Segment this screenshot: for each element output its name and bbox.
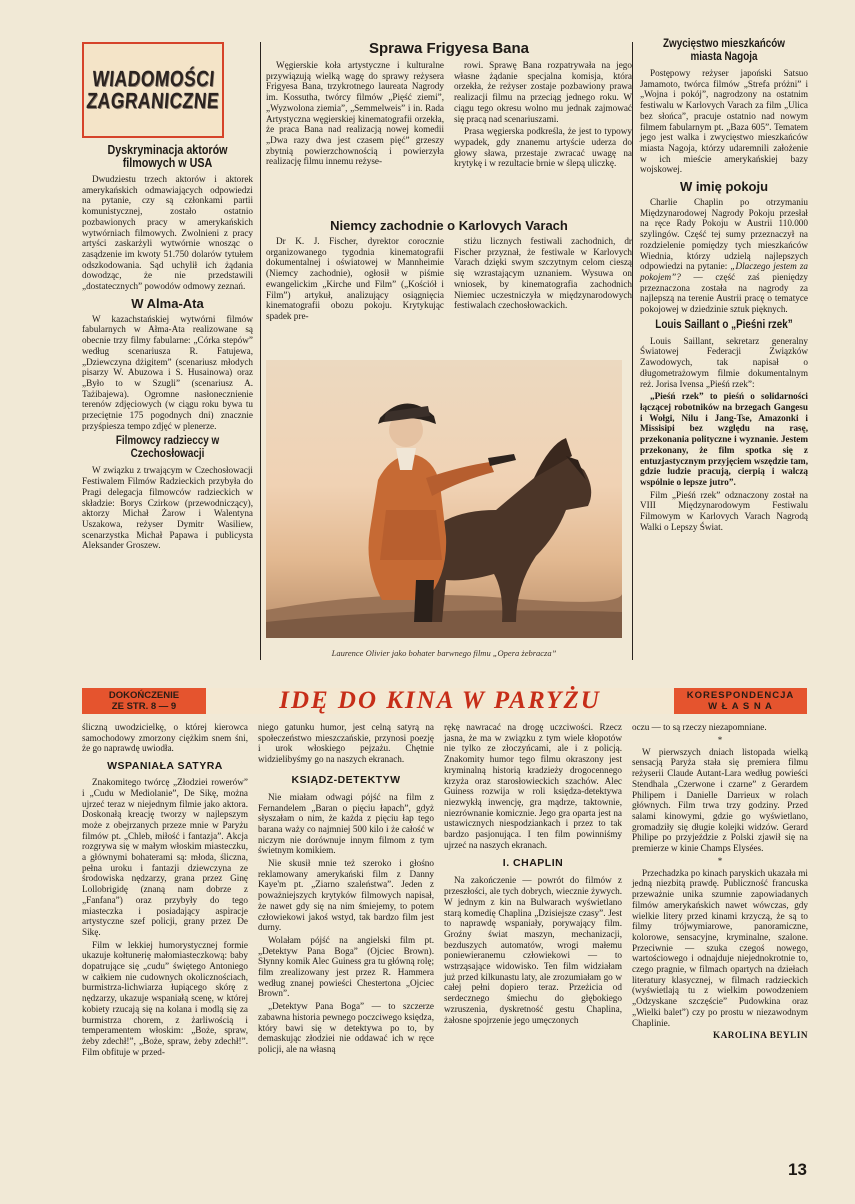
paris-text-4a: oczu — to są rzeczy niezapomniane.: [632, 722, 767, 732]
headline-dyskryminacja: Dyskryminacja aktorów filmowych w USA: [107, 143, 228, 170]
headline-filmowcy-radzieccy: Filmowcy radzieccy w Czechosłowacji: [115, 435, 220, 461]
photo-illustration: [266, 360, 622, 638]
article-bana: [266, 40, 632, 171]
page-number: 13: [788, 1160, 807, 1179]
article-saillant-quote: „Pieśń rzek” to pieśń o solidarności łączącej robotników na brzegach Gangesu i Wołgi, Nilu i Jang-Tse, Amazonki i Missisipi bez względu na rasę, przekonania polityczne i wyznanie. Jestem przekonany, że film spotka się z entuzjastycznym przyjęciem wszędzie tam, gdzie ludzie pracują, cierpią i walczą wspólnie o lepsze jutro”.: [640, 391, 808, 487]
article-nagoja: Postępowy reżyser japoński Satsuo Jamamoto, twórca filmów „Strefa próżni” i „Wojna i pokój”, nagrodzony na ostatnim festiwalu w Karlovych Varach za film „Ulica bez słońca”, pracuje ostatnio nad nowym filmem fabularnym pt. „Baza 605”. Tematem jego jest walka i zwycięstwo mieszkańców miasta Nagoja, którzy udaremnili założenie w ich mieście amerykańskiej bazy wojskowej.: [640, 68, 808, 175]
bana-text-a: Węgierskie koła artystyczne i kulturalne przywiązują wielką wagę do sprawy reżysera Frigyesa Bana, trzykrotnego laureata Nagrody im. Kossutha, twórcy filmów „Pięść ziemi”, „Wyzwolona ziemia”, „Semmelweis” i in. Rada Artystyczna węgierskiej kinematografii orzekła, że praca Bana nad realizacją nowej komedii „Dwa razy dwa jest czasem pięć” grzeszy zbytnią powierzchownością i powierzyła realizację filmu innemu reżyse-: [266, 60, 444, 167]
subhead-chaplin: I. CHAPLIN: [502, 857, 564, 870]
article-dyskryminacja: Dwudziestu trzech aktorów i aktorek amerykańskich odmawiających odpowiedzi na pytanie, czy są członkami partii komunistycznej, zostało ostatnio pozbawionych pracy w amerykańskich wytwórniach filmowych. Zwolnieni z pracy artyści zaskarżyli wytwórnie wnosząc o zasądzenie im kwoty 51.750 dolarów tytułem odszkodowania. Sąd uchylił ich żądania dowodząc, że nie przedstawili „dostatecznych” powodów odmowy zeznań.: [82, 174, 253, 292]
column-divider: [260, 42, 261, 660]
headline-w-imie-pokoju: W imię pokoju: [679, 179, 769, 195]
paris-column-3: [444, 722, 622, 1027]
paris-column-4: [632, 722, 808, 1041]
column-4: [640, 38, 808, 534]
article-w-imie-pokoju: Charlie Chaplin po otrzymaniu Międzynarodowej Nagrody Pokoju przesłał na ręce Rady Pokoju w Austrii 110.000 szylingów. Część tej sumy przeznaczył na rozdzielenie pomiędzy tych mieszkańców Wiednia, którzy udzielą najlepszych odpowiedzi na pytanie: „Dlaczego jestem za pokojem”? — część zaś pieniędzy przeznaczona została na nagrody za najlepszą na terenie Austrii pracę o tematyce pokojowej w dziedzinie sztuk pięknych.: [640, 197, 808, 315]
article-filmowcy-radzieccy: W związku z trwającym w Czechosłowacji Festiwalem Filmów Radzieckich przybyła do Pragi delegacja filmowców radzieckich w składzie: Borys Czirkow (przewodniczący), aktorzy Michał Żarow i Walentyna Uszakowa, reżyser Dymitr Wasiliew, scenarzystka Michał Papawa i publicysta Aleksander Groszew.: [82, 465, 253, 551]
photo-olivier: [266, 360, 622, 638]
paris-text-1b: Znakomitego twórcę „Złodziei rowerów” i „Cudu w Mediolanie”, De Sikę, można ujrzeć teraz w niejednym filmie jako aktora. Doskonałą kreację tworzy w najlepszym może z obejrzanych przeze mnie w Paryżu filmów pt. „Chleb, miłość i fantazja”. Akcja rozgrywa się w małym włoskim miasteczku, a głównymi bohaterami są: młoda, śliczna, pełna uroku i fantazji dziewczyna ze środowiska nędzarzy, grana przez Ginę Lollobrigidę (znaną nam dobrze z „Fanfana”) oraz przybyły do tego miasteczka i posiadający aspiracje artystyczne szef policji, grany przez De Sikę.: [82, 777, 248, 937]
section-logo: [82, 42, 224, 138]
photo-caption: Laurence Olivier jako bohater barwnego filmu „Opera żebracza”: [331, 648, 557, 658]
niemcy-text-a: Dr K. J. Fischer, dyrektor corocznie organizowanego tygodnia kinematografii dokumentalnej i oświatowej w Mannheimie (Niemcy zachodnie), ogłosił w piśmie ewangelickim „Kirche und Film” („Kościół i Film”) artykuł, analizujący osiągnięcia kinematografii obozu pokoju. Krytykując spadek pre-: [266, 236, 444, 321]
author-signature: KAROLINA BEYLIN: [712, 1030, 808, 1041]
logo-line2: ZAGRANICZNE: [85, 88, 221, 113]
banner-continuation: DOKOŃCZENIE ZE STR. 8 — 9: [108, 690, 180, 712]
paris-text-4c: Przechadzka po kinach paryskich ukazała mi jedną niezbitą prawdę. Publiczność francuska przeważnie unika szumnie zapowiadanych filmów amerykańskich nawet wówczas, gdy wielkie litery przed kinami krzyczą, że są to filmy trójwymiarowe, panoramiczne, kolorowe, sensacyjne, kryminalne, szalone. Przeciwnie — szuka czegoś nowego, wartościowego i odnajduje niejednokrotnie to, czego pragnie, w filmach opartych na dziełach literatury klasycznej, w filmach radzieckich (wyświetlają tu z wielkim powodzeniem „Odzyskane szczęście” Pudowkina oraz „Wielki balet”) czy po prostu w niezawodnym Chaplinie.: [632, 867, 808, 1028]
paris-text-2e: „Detektyw Pana Boga” — to szczerze zabawna historia pewnego poczciwego księdza, który bawi się w detektywa po to, by demaskując złodziei nie oddawać ich w ręce policji, ale na własną: [258, 1001, 434, 1054]
paris-banner: [82, 688, 807, 714]
headline-alma-ata: W Alma-Ata: [131, 295, 204, 311]
article-niemcy: [266, 218, 632, 324]
headline-nagoja: Zwycięstwo mieszkańców miasta Nagoja: [662, 38, 786, 63]
separator-star: *: [717, 734, 723, 745]
logo-line1: WIADOMOŚCI: [90, 66, 216, 91]
niemcy-text-b: stiżu licznych festiwali zachodnich, dr Fischer przyznał, że festiwale w Karlovych Varach dzięki swym szczytnym celom cieszą się wzrastającym uznaniem. Wysuwa on wniosek, by kinematografia zachodnich Niemiec uczestniczyła w międzynarodowych festiwalach czechosłowackich.: [454, 236, 632, 311]
paris-column-2: [258, 722, 434, 1057]
paris-text-2a: niego gatunku humor, jest celną satyrą na społeczeństwo mieszczańskie, przynosi poezję i urok włoskiego pejzażu. Chętnie widzielibyśmy go na naszych ekranach.: [258, 722, 434, 765]
paris-text-4b: W pierwszych dniach listopada wielką sensacją Paryża stała się premiera filmu reżyserii Claude Autant-Lara według powieści Stendhala „Czerwone i czarne” z Gerardem Philipem i Danielle Darrieux w rolach głównych. Film trwa trzy godziny. Przed salami kinowymi, gdzie go wyświetlano, gromadziły się długie kolejki widzów. Gerard Philipe po przyjeździe z Polski zjawił się na premierze w kinie Champs Elysées.: [632, 746, 808, 854]
headline-niemcy: Niemcy zachodnie o Karlovych Varach: [330, 218, 568, 233]
column-1: [82, 140, 253, 553]
column-divider: [632, 42, 633, 660]
paris-text-1a: śliczną uwodzicielkę, o której kierowca samochodowy zmorzony ciężkim snem śni, że go naprawdę uwiodła.: [82, 722, 248, 754]
paris-column-1: [82, 722, 248, 1059]
paris-text-2c: Nie skusił mnie też szeroko i głośno reklamowany amerykański film z Danny Kaye'm pt. „Ziarno szaleństwa”. Jeden z poważniejszych krytyków filmowych napisał, że nawet gdy się na nim śmiejemy, to potem człowiekowi jakoś wstyd, tak bardzo film jest durny.: [258, 858, 434, 933]
article-saillant-end: Film „Pieśń rzek” odznaczony został na VIII Międzynarodowym Festiwalu Filmowym w Karlovych Varach Nagrodą Walki o Lepszy Świat.: [640, 489, 808, 532]
bana-text-b: rowi. Sprawę Bana rozpatrywała na jego własne żądanie specjalna komisja, która orzekła, że reżyser zostaje pozbawiony prawa realizacji filmu na przeciąg jednego roku. W ciągu tego okresu wolno mu jednak zajmować się pracą nad scenariuszami.: [454, 60, 632, 124]
article-saillant-intro: Louis Saillant, sekretarz generalny Światowej Federacji Związków Zawodowych, tak napisał o długometrażowym filmie dokumentalnym reż. Jorisa Ivensa „Pieśń rzek”:: [640, 335, 808, 389]
paris-text-3b: Na zakończenie — powrót do filmów z przeszłości, ale tych dobrych, wiecznie żywych. W jednym z kin na Bulwarach wyświetlano starą komedię Chaplina „Dzisiejsze czasy”. Jest to naprawdę wspaniały, porywający film. Groźny świat maszyn, mechanizacji, bezduszych automatów, wrogi małemu poniewieranemu człowiekowi — to wstrząsające widowisko. Ten film widziałam już przed kilkunastu laty, ale zrozumiałam go w całej pełni dopiero teraz. Przeżicia od serdecznego śmiechu do głębokiego wzruszenia, dyskretność gestu Chaplina, żałosne spojrzenie jego umęczonych: [444, 875, 622, 1025]
paris-text-2b: Nie miałam odwagi pójść na film z Fernandelem „Baran o pięciu łapach”, gdyż słyszałam o nim, że każda z pięciu łap tego barana waży co najmniej 500 kilo i że całość w niczym nie dorównuje innym filmom z tym świetnym komikiem.: [258, 791, 434, 856]
subhead-ksiadz-detektyw: KSIĄDZ-DETEKTYW: [291, 773, 401, 786]
subhead-wspaniala-satyra: WSPANIAŁA SATYRA: [107, 760, 223, 773]
headline-bana: Sprawa Frigyesa Bana: [368, 40, 530, 57]
article-alma-ata: W kazachstańskiej wytwórni filmów fabularnych w Ałma-Ata realizowane są obecnie trzy filmy fabularne: „Córka stepów” według scenariusza R. Fatujewa, „Dziewczyna dżigitem” (scenariusz młodych pisarzy W. Abuzowa i S. Husainowa) oraz „Było to w Szugli” (scenariusz A. Tażibajewa). Ogromne nasłonecznienie terenów zdjęciowych (w ciągu roku bywa tu przeciętnie 175 pogodnych dni) znacznie przyśpiesza tempo zdjęć w plenerze.: [82, 313, 253, 431]
banner-correspondence: KORESPONDENCJA W Ł A S N A: [686, 690, 795, 712]
headline-saillant: Louis Saillant o „Pieśni rzek”: [655, 318, 793, 331]
paris-text-3a: rękę nawracać na drogę uczciwości. Rzecz jasna, że ma w związku z tym wiele kłopotów nie tylko ze złoczyńcami, ale i z policją. Znakomity humor tego filmu okraszony jest kryminalną historią kradzieży drogocennego krzyża oraz starosłowieckich szachów. Alec Guiness rozwija w roli księdza-detektywa niezwykłą inwencję, gra mądrze, taktownie, niezrównanie komicznie. Jego gra oparta jest na ustawicznych niespodziankach i przez to tak bardzo pasjonująca. I ten film powinniśmy ujrzeć na naszych ekranach.: [444, 722, 622, 850]
paris-text-1c: Film w lekkiej humorystycznej formie ukazuje kołtunerię małomiasteczkową: baby dopatrujące się „cudu” świętego Antoniego w całkiem nie cudownych okolicznościach, burmistrza-lichwiarza łupiącego skórę z nędzarzy, ukazuje wspaniałą scenę, w której kobiety rzucają się na kolana i modlą się za burmistrza chorem, z żarliwością i temperamentem włoskim: „Boże, spraw, żeby zdechł!”, „Boże, spraw, żeby zdechł!”. Film obfituje w przed-: [82, 939, 248, 1057]
banner-title: IDĘ DO KINA W PARYŻU: [206, 688, 674, 714]
paris-text-2d: Wolałam pójść na angielski film pt. „Detektyw Pana Boga” (Ojciec Brown). Słynny komik Alec Guiness gra tu główną rolę; film zrealizowany jest przez R. Hammera według znanej powieści Chestertona „Ojciec Brown”.: [258, 934, 434, 999]
bana-text-c: Prasa węgierska podkreśla, że jest to typowy wypadek, gdy znanemu artyście uderza do głowy sława, przestaje zwracać uwagę na krytykę i w rezultacie brnie w ślepą uliczkę.: [454, 126, 632, 169]
separator-star: *: [717, 855, 723, 866]
